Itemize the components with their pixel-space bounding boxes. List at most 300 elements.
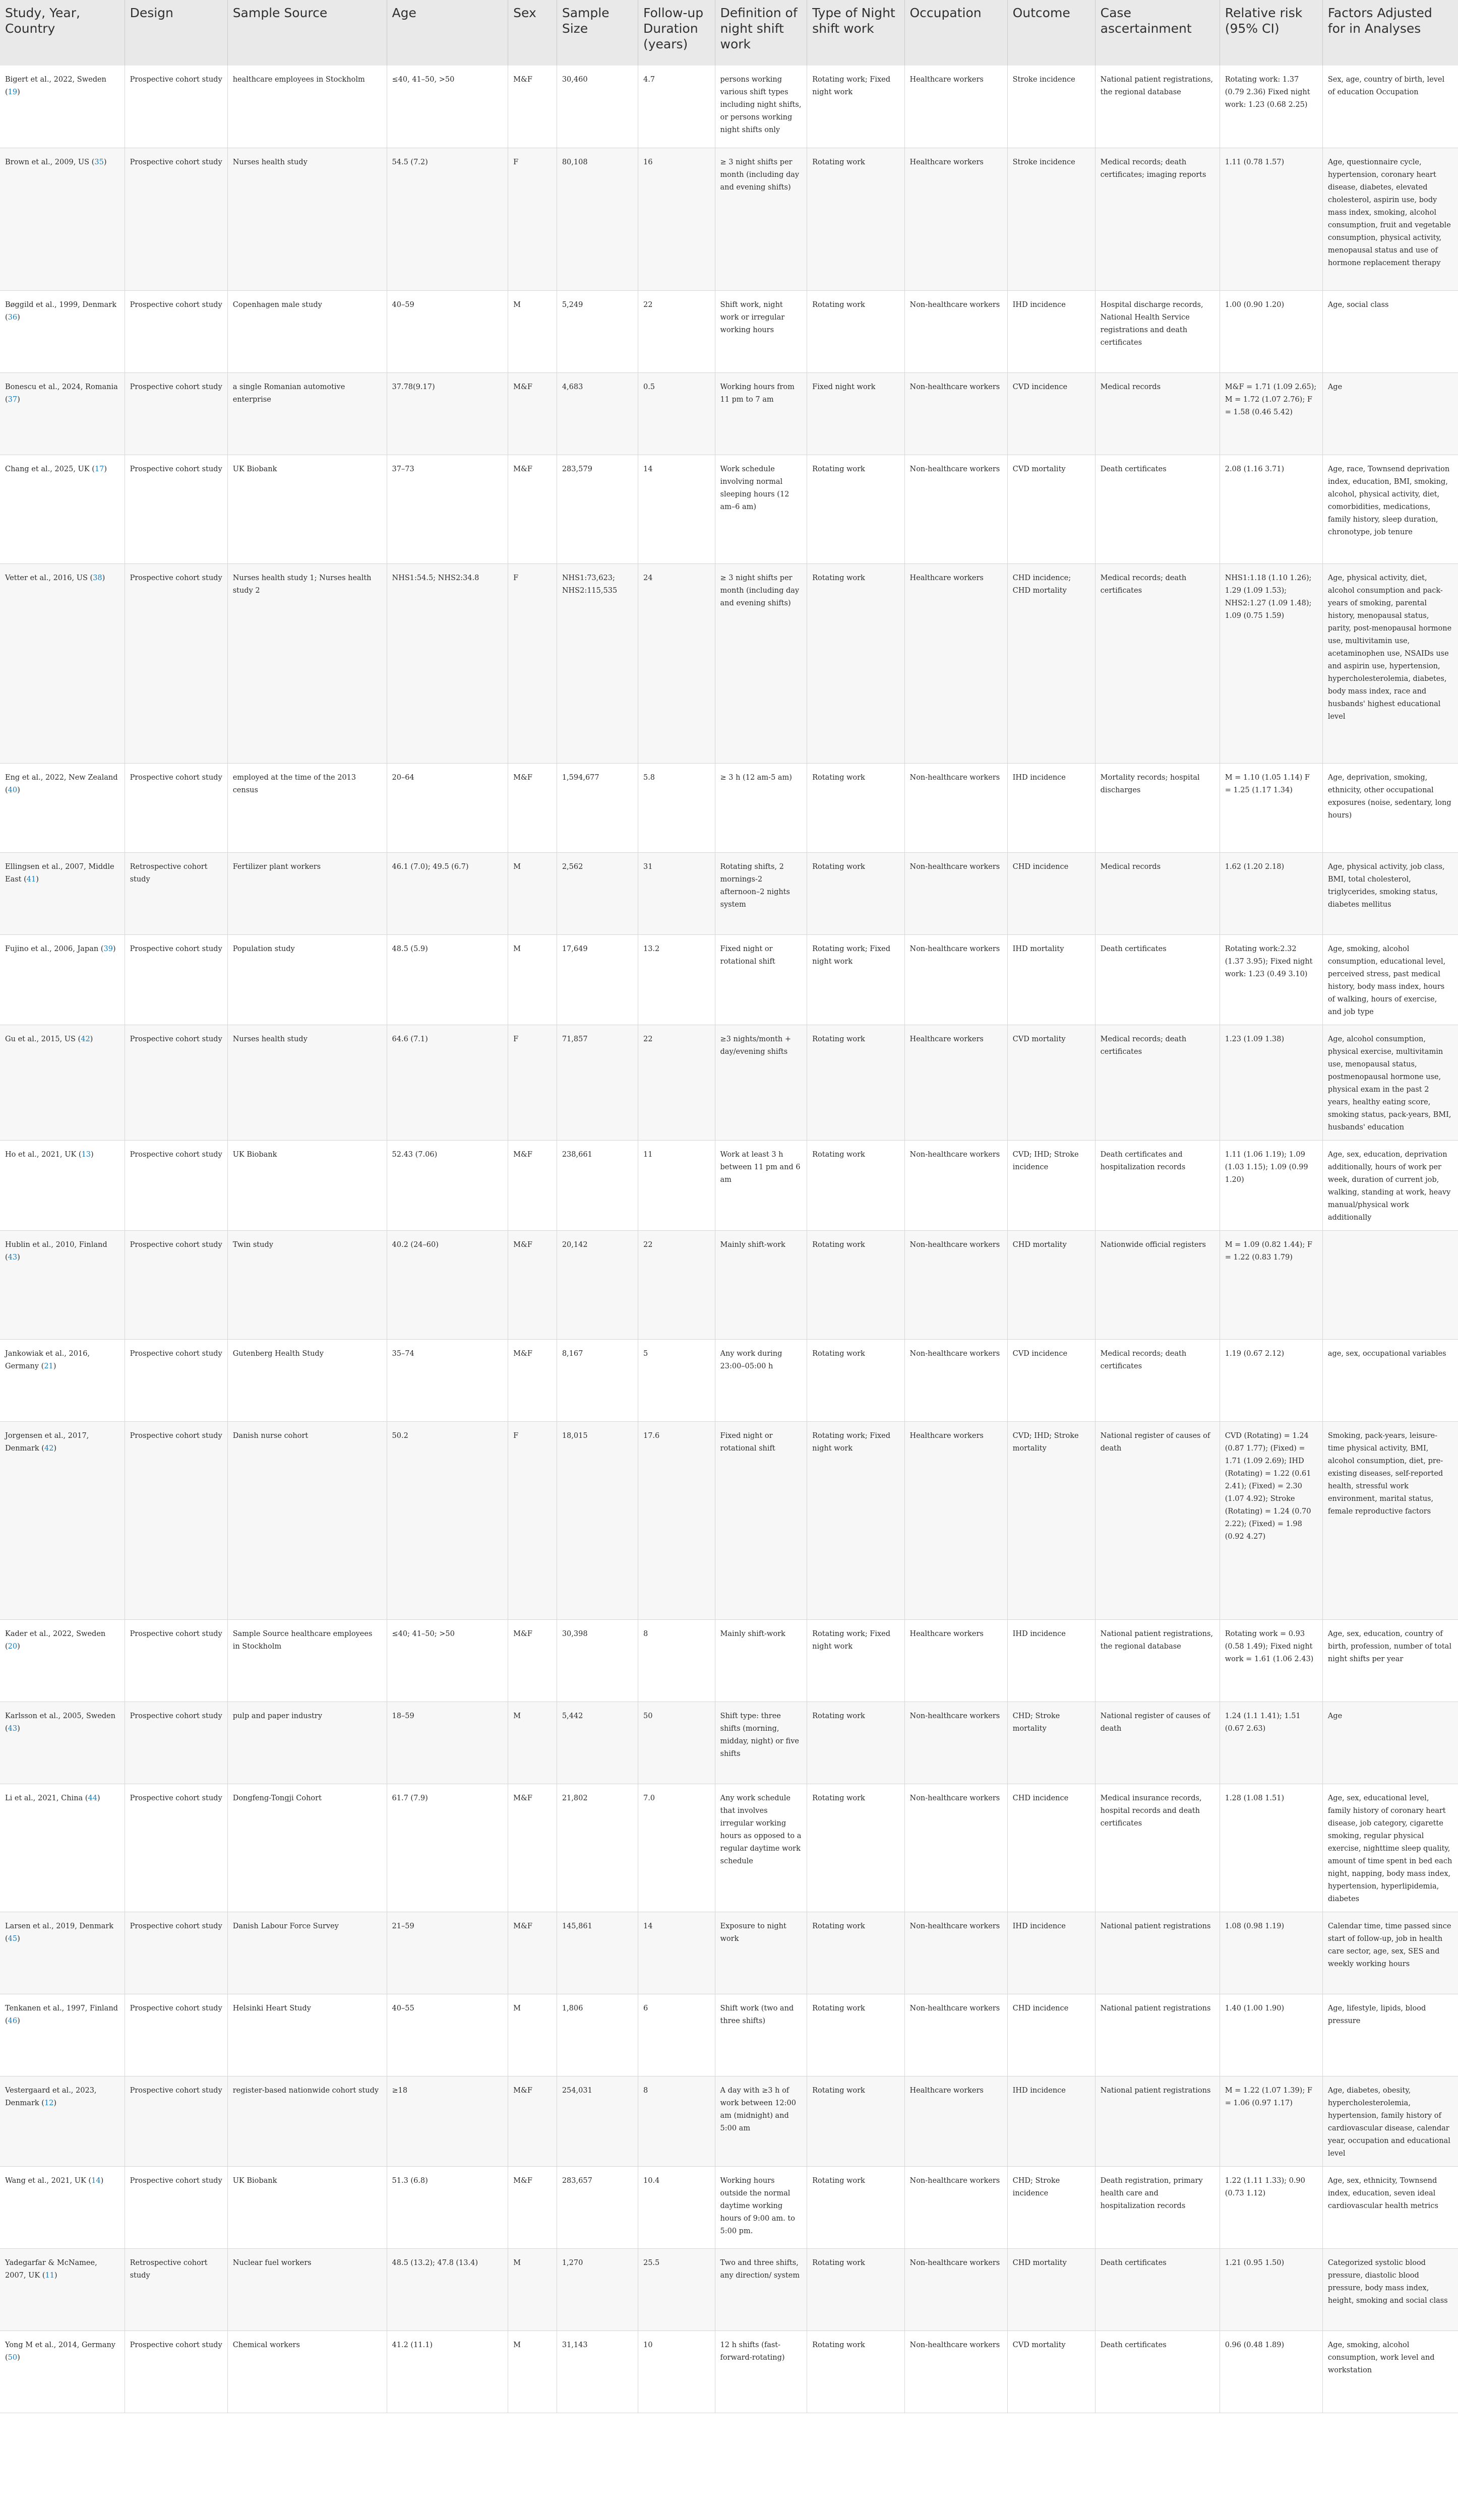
- cell-sample-source: Gutenberg Health Study: [227, 1339, 387, 1421]
- cell-case-ascertainment: Mortality records; hospital discharges: [1095, 763, 1220, 852]
- cell-factors-adjusted: Age, alcohol consumption, physical exercise, multivitamin use, menopausal status, postmenopausal hormone use, physical exam in the past 2 years, healthy eating score, smoking status, pack-years, BMI, husbands' education: [1322, 1025, 1458, 1140]
- cell-relative-risk: Rotating work = 0.93 (0.58 1.49); Fixed night work = 1.61 (1.06 2.43): [1220, 1619, 1322, 1702]
- cell-type: Rotating work; Fixed night work: [807, 934, 904, 1025]
- cell-occupation: Non-healthcare workers: [904, 1339, 1007, 1421]
- table-row: [0, 372, 1458, 455]
- cell-sex: M: [508, 290, 557, 372]
- cell-sample-source: Danish nurse cohort: [227, 1421, 387, 1619]
- cell-definition: Mainly shift-work: [715, 1230, 807, 1339]
- cell-sex: F: [508, 1025, 557, 1140]
- column-header-age: Age: [387, 0, 508, 66]
- reference-link[interactable]: 38: [93, 574, 102, 582]
- cell-sample-size: 5,442: [557, 1702, 638, 1784]
- cell-relative-risk: 1.28 (1.08 1.51): [1220, 1784, 1322, 1912]
- cell-follow-up: 11: [638, 1140, 715, 1230]
- study-citation: Ho et al., 2021, UK: [5, 1150, 77, 1159]
- reference-link[interactable]: 36: [8, 313, 18, 322]
- cell-design: Prospective cohort study: [125, 1025, 227, 1140]
- cell-sample-source: UK Biobank: [227, 1140, 387, 1230]
- cell-case-ascertainment: Medical records: [1095, 372, 1220, 455]
- cell-sample-size: 1,806: [557, 1994, 638, 2076]
- cell-follow-up: 8: [638, 1619, 715, 1702]
- cell-follow-up: 13.2: [638, 934, 715, 1025]
- cell-age: 52.43 (7.06): [387, 1140, 508, 1230]
- cell-design: Prospective cohort study: [125, 763, 227, 852]
- table-row: [0, 563, 1458, 763]
- cell-factors-adjusted: [1322, 1230, 1458, 1339]
- study-citation: Ellingsen et al., 2007, Middle East: [5, 862, 114, 884]
- cell-study: Vestergaard et al., 2023, Denmark (12): [0, 2076, 125, 2166]
- cell-definition: ≥3 nights/month + day/evening shifts: [715, 1025, 807, 1140]
- reference-link[interactable]: 21: [44, 1362, 53, 1370]
- cell-study: Bigert et al., 2022, Sweden (19): [0, 66, 125, 148]
- cell-definition: Shift work, night work or irregular working hours: [715, 290, 807, 372]
- reference-link[interactable]: 41: [26, 875, 36, 884]
- column-header-relative-risk: Relative risk (95% CI): [1220, 0, 1322, 66]
- cell-relative-risk: 1.00 (0.90 1.20): [1220, 290, 1322, 372]
- cell-factors-adjusted: Age, social class: [1322, 290, 1458, 372]
- cell-sample-source: healthcare employees in Stockholm: [227, 66, 387, 148]
- cell-occupation: Healthcare workers: [904, 66, 1007, 148]
- cell-design: Prospective cohort study: [125, 1339, 227, 1421]
- cell-definition: Work at least 3 h between 11 pm and 6 am: [715, 1140, 807, 1230]
- cell-occupation: Non-healthcare workers: [904, 290, 1007, 372]
- cell-sex: F: [508, 148, 557, 290]
- cell-definition: Working hours outside the normal daytime working hours of 9:00 am. to 5:00 pm.: [715, 2166, 807, 2248]
- reference-link[interactable]: 37: [8, 395, 18, 404]
- cell-sample-size: 17,649: [557, 934, 638, 1025]
- cell-relative-risk: 1.19 (0.67 2.12): [1220, 1339, 1322, 1421]
- cell-sex: M&F: [508, 1339, 557, 1421]
- study-citation: Yong M et al., 2014, Germany: [5, 2341, 115, 2349]
- column-header-follow-up: Follow-up Duration (years): [638, 0, 715, 66]
- cell-age: 54.5 (7.2): [387, 148, 508, 290]
- table-row: [0, 1421, 1458, 1619]
- cell-sample-source: Copenhagen male study: [227, 290, 387, 372]
- table-row: [0, 852, 1458, 934]
- cell-follow-up: 17.6: [638, 1421, 715, 1619]
- study-citation: Hublin et al., 2010, Finland: [5, 1240, 107, 1249]
- cell-outcome: Stroke incidence: [1007, 66, 1095, 148]
- cell-occupation: Healthcare workers: [904, 2076, 1007, 2166]
- cell-case-ascertainment: National patient registrations: [1095, 2076, 1220, 2166]
- cell-study: Chang et al., 2025, UK (17): [0, 455, 125, 563]
- column-header-occupation: Occupation: [904, 0, 1007, 66]
- cell-factors-adjusted: Age: [1322, 372, 1458, 455]
- cell-type: Rotating work: [807, 1339, 904, 1421]
- table-row: [0, 455, 1458, 563]
- cell-follow-up: 5.8: [638, 763, 715, 852]
- column-header-outcome: Outcome: [1007, 0, 1095, 66]
- cell-study: Eng et al., 2022, New Zealand (40): [0, 763, 125, 852]
- cell-sample-source: Nuclear fuel workers: [227, 2248, 387, 2330]
- cell-follow-up: 10: [638, 2330, 715, 2413]
- cell-design: Prospective cohort study: [125, 148, 227, 290]
- cell-factors-adjusted: age, sex, occupational variables: [1322, 1339, 1458, 1421]
- cell-age: NHS1:54.5; NHS2:34.8: [387, 563, 508, 763]
- table-row: [0, 290, 1458, 372]
- cell-study: Fujino et al., 2006, Japan (39): [0, 934, 125, 1025]
- cell-design: Prospective cohort study: [125, 1230, 227, 1339]
- cell-sample-size: 2,562: [557, 852, 638, 934]
- reference-link[interactable]: 46: [8, 2017, 18, 2025]
- cell-case-ascertainment: Death certificates: [1095, 455, 1220, 563]
- cell-relative-risk: 2.08 (1.16 3.71): [1220, 455, 1322, 563]
- cell-case-ascertainment: Death certificates and hospitalization records: [1095, 1140, 1220, 1230]
- cell-case-ascertainment: National patient registrations: [1095, 1994, 1220, 2076]
- cell-occupation: Healthcare workers: [904, 148, 1007, 290]
- cell-study: Gu et al., 2015, US (42): [0, 1025, 125, 1140]
- cell-design: Prospective cohort study: [125, 290, 227, 372]
- cell-follow-up: 16: [638, 148, 715, 290]
- reference-link[interactable]: 43: [8, 1253, 18, 1262]
- cell-age: 20–64: [387, 763, 508, 852]
- cell-outcome: CVD incidence: [1007, 1339, 1095, 1421]
- reference-link[interactable]: 50: [8, 2353, 18, 2362]
- cell-sample-source: Helsinki Heart Study: [227, 1994, 387, 2076]
- cell-factors-adjusted: Smoking, pack-years, leisure-time physical activity, BMI, alcohol consumption, diet, pre-existing diseases, self-reported health, stressful work environment, marital status, female reproductive factors: [1322, 1421, 1458, 1619]
- reference-link[interactable]: 43: [8, 1724, 18, 1733]
- cell-sample-size: 5,249: [557, 290, 638, 372]
- study-citation: Karlsson et al., 2005, Sweden: [5, 1712, 115, 1720]
- cell-case-ascertainment: Death certificates: [1095, 2248, 1220, 2330]
- study-citation: Jorgensen et al., 2017, Denmark: [5, 1431, 89, 1453]
- cell-factors-adjusted: Age: [1322, 1702, 1458, 1784]
- cell-design: Prospective cohort study: [125, 372, 227, 455]
- cell-case-ascertainment: Medical records; death certificates: [1095, 563, 1220, 763]
- study-citation: Chang et al., 2025, UK: [5, 465, 90, 473]
- cell-type: Rotating work: [807, 1784, 904, 1912]
- study-citation: Jankowiak et al., 2016, Germany: [5, 1349, 90, 1370]
- cell-sample-source: Dongfeng-Tongji Cohort: [227, 1784, 387, 1912]
- cell-design: Prospective cohort study: [125, 1912, 227, 1994]
- study-citation: Tenkanen et al., 1997, Finland: [5, 2004, 118, 2012]
- cell-study: Bonescu et al., 2024, Romania (37): [0, 372, 125, 455]
- study-citation: Bigert et al., 2022, Sweden: [5, 76, 106, 84]
- cell-age: 61.7 (7.9): [387, 1784, 508, 1912]
- cell-follow-up: 50: [638, 1702, 715, 1784]
- cell-occupation: Non-healthcare workers: [904, 852, 1007, 934]
- cell-factors-adjusted: Sex, age, country of birth, level of education Occupation: [1322, 66, 1458, 148]
- cell-outcome: IHD incidence: [1007, 1619, 1095, 1702]
- cell-occupation: Non-healthcare workers: [904, 372, 1007, 455]
- cell-occupation: Healthcare workers: [904, 1421, 1007, 1619]
- table-header: [0, 0, 1458, 66]
- cell-definition: A day with ≥3 h of work between 12:00 am (midnight) and 5:00 am: [715, 2076, 807, 2166]
- cell-age: 40.2 (24–60): [387, 1230, 508, 1339]
- cell-age: 40–59: [387, 290, 508, 372]
- reference-link[interactable]: 35: [94, 158, 104, 166]
- cell-relative-risk: Rotating work:2.32 (1.37 3.95); Fixed night work: 1.23 (0.49 3.10): [1220, 934, 1322, 1025]
- cell-follow-up: 8: [638, 2076, 715, 2166]
- table-row: [0, 1912, 1458, 1994]
- study-citation: Vetter et al., 2016, US: [5, 574, 88, 582]
- cell-design: Prospective cohort study: [125, 455, 227, 563]
- cell-sex: M&F: [508, 1140, 557, 1230]
- cell-type: Rotating work: [807, 1702, 904, 1784]
- reference-link[interactable]: 12: [44, 2099, 54, 2107]
- cell-design: Prospective cohort study: [125, 1140, 227, 1230]
- cell-type: Rotating work: [807, 2330, 904, 2413]
- cell-follow-up: 24: [638, 563, 715, 763]
- reference-link[interactable]: 20: [8, 1642, 18, 1651]
- cell-sample-source: pulp and paper industry: [227, 1702, 387, 1784]
- reference-link[interactable]: 14: [91, 2176, 101, 2185]
- cell-sex: M&F: [508, 763, 557, 852]
- study-citation: Bøggild et al., 1999, Denmark: [5, 300, 117, 309]
- column-header-definition: Definition of night shift work: [715, 0, 807, 66]
- cell-occupation: Non-healthcare workers: [904, 1784, 1007, 1912]
- cell-sample-size: 80,108: [557, 148, 638, 290]
- cell-sample-source: Sample Source healthcare employees in Stockholm: [227, 1619, 387, 1702]
- cell-case-ascertainment: Medical insurance records, hospital records and death certificates: [1095, 1784, 1220, 1912]
- cell-type: Rotating work: [807, 1230, 904, 1339]
- cell-age: ≤40; 41–50; >50: [387, 1619, 508, 1702]
- cell-sample-size: 1,270: [557, 2248, 638, 2330]
- cell-sex: M: [508, 2248, 557, 2330]
- cell-sex: M&F: [508, 2076, 557, 2166]
- cell-factors-adjusted: Calendar time, time passed since start of follow-up, job in health care sector, age, sex, SES and weekly working hours: [1322, 1912, 1458, 1994]
- cell-definition: ≥ 3 night shifts per month (including day and evening shifts): [715, 148, 807, 290]
- cell-relative-risk: 1.23 (1.09 1.38): [1220, 1025, 1322, 1140]
- cell-age: 41.2 (11.1): [387, 2330, 508, 2413]
- cell-occupation: Healthcare workers: [904, 1025, 1007, 1140]
- cell-case-ascertainment: Medical records; death certificates: [1095, 1025, 1220, 1140]
- cell-sex: F: [508, 563, 557, 763]
- cell-definition: 12 h shifts (fast-forward-rotating): [715, 2330, 807, 2413]
- cell-study: Wang et al., 2021, UK (14): [0, 2166, 125, 2248]
- reference-link[interactable]: 40: [8, 786, 18, 794]
- table-row: [0, 1994, 1458, 2076]
- cell-case-ascertainment: Death registration, primary health care and hospitalization records: [1095, 2166, 1220, 2248]
- cell-age: 64.6 (7.1): [387, 1025, 508, 1140]
- cell-definition: ≥ 3 h (12 am-5 am): [715, 763, 807, 852]
- cell-outcome: IHD mortality: [1007, 934, 1095, 1025]
- cell-age: 48.5 (5.9): [387, 934, 508, 1025]
- cell-outcome: IHD incidence: [1007, 763, 1095, 852]
- cell-outcome: CHD; Stroke mortality: [1007, 1702, 1095, 1784]
- cell-relative-risk: 1.24 (1.1 1.41); 1.51 (0.67 2.63): [1220, 1702, 1322, 1784]
- cell-occupation: Non-healthcare workers: [904, 1702, 1007, 1784]
- study-citation: Yadegarfar & McNamee, 2007, UK: [5, 2258, 97, 2280]
- cell-occupation: Non-healthcare workers: [904, 2248, 1007, 2330]
- cell-sex: M&F: [508, 372, 557, 455]
- cell-factors-adjusted: Age, physical activity, job class, BMI, total cholesterol, triglycerides, smoking status, diabetes mellitus: [1322, 852, 1458, 934]
- table-row: [0, 1230, 1458, 1339]
- cell-sample-size: 21,802: [557, 1784, 638, 1912]
- cell-follow-up: 31: [638, 852, 715, 934]
- cell-follow-up: 14: [638, 1912, 715, 1994]
- table-row: [0, 1702, 1458, 1784]
- cell-sample-size: 145,861: [557, 1912, 638, 1994]
- cell-sex: F: [508, 1421, 557, 1619]
- cell-age: 48.5 (13.2); 47.8 (13.4): [387, 2248, 508, 2330]
- cell-sample-size: 4,683: [557, 372, 638, 455]
- column-header-sample-source: Sample Source: [227, 0, 387, 66]
- cell-sample-size: NHS1:73,623; NHS2:115,535: [557, 563, 638, 763]
- study-citation: Wang et al., 2021, UK: [5, 2176, 86, 2185]
- cell-outcome: CHD mortality: [1007, 1230, 1095, 1339]
- cell-relative-risk: CVD (Rotating) = 1.24 (0.87 1.77); (Fixed) = 1.71 (1.09 2.69); IHD (Rotating) = 1.22 (0.61 2.41); (Fixed) = 2.30 (1.07 4.92); Stroke (Rotating) = 1.24 (0.70 2.22); (Fixed) = 1.98 (0.92 4.27): [1220, 1421, 1322, 1619]
- cell-design: Prospective cohort study: [125, 1994, 227, 2076]
- cell-factors-adjusted: Age, deprivation, smoking, ethnicity, other occupational exposures (noise, sedentary, long hours): [1322, 763, 1458, 852]
- cell-follow-up: 22: [638, 290, 715, 372]
- cell-relative-risk: 1.40 (1.00 1.90): [1220, 1994, 1322, 2076]
- cell-follow-up: 6: [638, 1994, 715, 2076]
- cell-definition: Work schedule involving normal sleeping hours (12 am–6 am): [715, 455, 807, 563]
- study-citation: Fujino et al., 2006, Japan: [5, 944, 99, 953]
- cell-sex: M&F: [508, 1230, 557, 1339]
- cell-type: Fixed night work: [807, 372, 904, 455]
- cell-sample-source: Nurses health study 1; Nurses health study 2: [227, 563, 387, 763]
- column-header-sample-size: Sample Size: [557, 0, 638, 66]
- table-row: [0, 66, 1458, 148]
- cell-outcome: CHD incidence; CHD mortality: [1007, 563, 1095, 763]
- reference-link[interactable]: 45: [8, 1934, 18, 1943]
- column-header-study: Study, Year, Country: [0, 0, 125, 66]
- cell-sex: M&F: [508, 66, 557, 148]
- cell-follow-up: 22: [638, 1025, 715, 1140]
- cell-age: 50.2: [387, 1421, 508, 1619]
- cell-follow-up: 22: [638, 1230, 715, 1339]
- cell-definition: Working hours from 11 pm to 7 am: [715, 372, 807, 455]
- cell-occupation: Healthcare workers: [904, 563, 1007, 763]
- cell-relative-risk: 1.11 (0.78 1.57): [1220, 148, 1322, 290]
- cell-type: Rotating work: [807, 1994, 904, 2076]
- cell-study: Hublin et al., 2010, Finland (43): [0, 1230, 125, 1339]
- cell-factors-adjusted: Age, sex, education, deprivation additionally, hours of work per week, duration of current job, walking, standing at work, heavy manual/physical work additionally: [1322, 1140, 1458, 1230]
- cell-sample-size: 283,657: [557, 2166, 638, 2248]
- cell-type: Rotating work: [807, 563, 904, 763]
- cell-design: Retrospective cohort study: [125, 2248, 227, 2330]
- cell-study: Brown et al., 2009, US (35): [0, 148, 125, 290]
- cell-age: 18–59: [387, 1702, 508, 1784]
- reference-link[interactable]: 42: [44, 1444, 54, 1453]
- cell-outcome: CVD; IHD; Stroke incidence: [1007, 1140, 1095, 1230]
- cell-outcome: IHD incidence: [1007, 290, 1095, 372]
- cell-follow-up: 10.4: [638, 2166, 715, 2248]
- reference-link[interactable]: 44: [88, 1794, 97, 1802]
- cell-sample-size: 8,167: [557, 1339, 638, 1421]
- table-row: [0, 1619, 1458, 1702]
- cell-factors-adjusted: Age, lifestyle, lipids, blood pressure: [1322, 1994, 1458, 2076]
- cell-case-ascertainment: Death certificates: [1095, 934, 1220, 1025]
- cell-study: Li et al., 2021, China (44): [0, 1784, 125, 1912]
- table-row: [0, 1140, 1458, 1230]
- cell-sample-size: 30,398: [557, 1619, 638, 1702]
- study-citation: Brown et al., 2009, US: [5, 158, 90, 166]
- cell-design: Prospective cohort study: [125, 1619, 227, 1702]
- cell-design: Prospective cohort study: [125, 66, 227, 148]
- cell-case-ascertainment: National register of causes of death: [1095, 1421, 1220, 1619]
- cell-definition: Mainly shift-work: [715, 1619, 807, 1702]
- cell-definition: Shift work (two and three shifts): [715, 1994, 807, 2076]
- cell-study: Yadegarfar & McNamee, 2007, UK (11): [0, 2248, 125, 2330]
- cell-follow-up: 4.7: [638, 66, 715, 148]
- cell-case-ascertainment: National patient registrations, the regional database: [1095, 1619, 1220, 1702]
- cell-sample-size: 71,857: [557, 1025, 638, 1140]
- cell-sample-size: 20,142: [557, 1230, 638, 1339]
- cell-relative-risk: 1.62 (1.20 2.18): [1220, 852, 1322, 934]
- cell-type: Rotating work: [807, 1140, 904, 1230]
- cell-occupation: Non-healthcare workers: [904, 1140, 1007, 1230]
- cell-definition: Any work during 23:00–05:00 h: [715, 1339, 807, 1421]
- cell-study: Ho et al., 2021, UK (13): [0, 1140, 125, 1230]
- cell-type: Rotating work: [807, 2076, 904, 2166]
- cell-definition: Fixed night or rotational shift: [715, 1421, 807, 1619]
- cell-definition: persons working various shift types including night shifts, or persons working night shifts only: [715, 66, 807, 148]
- cell-type: Rotating work: [807, 290, 904, 372]
- reference-link[interactable]: 42: [81, 1035, 90, 1043]
- reference-link[interactable]: 19: [8, 88, 18, 96]
- cell-sample-source: employed at the time of the 2013 census: [227, 763, 387, 852]
- cell-sample-source: Nurses health study: [227, 148, 387, 290]
- cell-relative-risk: 1.22 (1.11 1.33); 0.90 (0.73 1.12): [1220, 2166, 1322, 2248]
- cell-case-ascertainment: National register of causes of death: [1095, 1702, 1220, 1784]
- cell-case-ascertainment: Hospital discharge records, National Health Service registrations and death certificates: [1095, 290, 1220, 372]
- cell-design: Prospective cohort study: [125, 563, 227, 763]
- cell-sample-size: 254,031: [557, 2076, 638, 2166]
- cell-definition: Fixed night or rotational shift: [715, 934, 807, 1025]
- cell-outcome: CHD mortality: [1007, 2248, 1095, 2330]
- cell-occupation: Non-healthcare workers: [904, 1230, 1007, 1339]
- cell-sex: M&F: [508, 455, 557, 563]
- cell-design: Prospective cohort study: [125, 2330, 227, 2413]
- cell-outcome: Stroke incidence: [1007, 148, 1095, 290]
- cell-relative-risk: Rotating work: 1.37 (0.79 2.36) Fixed night work: 1.23 (0.68 2.25): [1220, 66, 1322, 148]
- cell-type: Rotating work: [807, 1025, 904, 1140]
- cell-factors-adjusted: Age, race, Townsend deprivation index, education, BMI, smoking, alcohol, physical activity, diet, comorbidities, medications, family history, sleep duration, chronotype, job tenure: [1322, 455, 1458, 563]
- cell-sample-source: register-based nationwide cohort study: [227, 2076, 387, 2166]
- table-row: [0, 2166, 1458, 2248]
- cell-design: Prospective cohort study: [125, 934, 227, 1025]
- cell-follow-up: 7.0: [638, 1784, 715, 1912]
- reference-link[interactable]: 13: [81, 1150, 91, 1159]
- cell-type: Rotating work: [807, 2248, 904, 2330]
- cell-definition: Any work schedule that involves irregular working hours as opposed to a regular daytime work schedule: [715, 1784, 807, 1912]
- cell-age: 46.1 (7.0); 49.5 (6.7): [387, 852, 508, 934]
- cell-age: 35–74: [387, 1339, 508, 1421]
- column-header-sex: Sex: [508, 0, 557, 66]
- cell-outcome: CHD incidence: [1007, 1994, 1095, 2076]
- cell-case-ascertainment: Death certificates: [1095, 2330, 1220, 2413]
- table-row: [0, 763, 1458, 852]
- reference-link[interactable]: 39: [103, 944, 113, 953]
- cell-type: Rotating work: [807, 1912, 904, 1994]
- reference-link[interactable]: 11: [45, 2271, 54, 2280]
- cell-definition: Exposure to night work: [715, 1912, 807, 1994]
- cell-outcome: CVD incidence: [1007, 372, 1095, 455]
- cell-age: 21–59: [387, 1912, 508, 1994]
- table-row: [0, 148, 1458, 290]
- cell-relative-risk: 0.96 (0.48 1.89): [1220, 2330, 1322, 2413]
- cell-sample-source: Twin study: [227, 1230, 387, 1339]
- table-row: [0, 2330, 1458, 2413]
- cell-outcome: CVD mortality: [1007, 455, 1095, 563]
- study-citation: Kader et al., 2022, Sweden: [5, 1629, 106, 1638]
- cell-relative-risk: 1.08 (0.98 1.19): [1220, 1912, 1322, 1994]
- cell-type: Rotating work: [807, 455, 904, 563]
- study-citation: Eng et al., 2022, New Zealand: [5, 773, 118, 782]
- cell-sample-source: a single Romanian automotive enterprise: [227, 372, 387, 455]
- cell-occupation: Non-healthcare workers: [904, 1912, 1007, 1994]
- cell-type: Rotating work: [807, 148, 904, 290]
- table-row: [0, 2076, 1458, 2166]
- cell-type: Rotating work; Fixed night work: [807, 1421, 904, 1619]
- reference-link[interactable]: 17: [94, 465, 104, 473]
- cell-sample-source: Population study: [227, 934, 387, 1025]
- cell-case-ascertainment: Medical records; death certificates; imaging reports: [1095, 148, 1220, 290]
